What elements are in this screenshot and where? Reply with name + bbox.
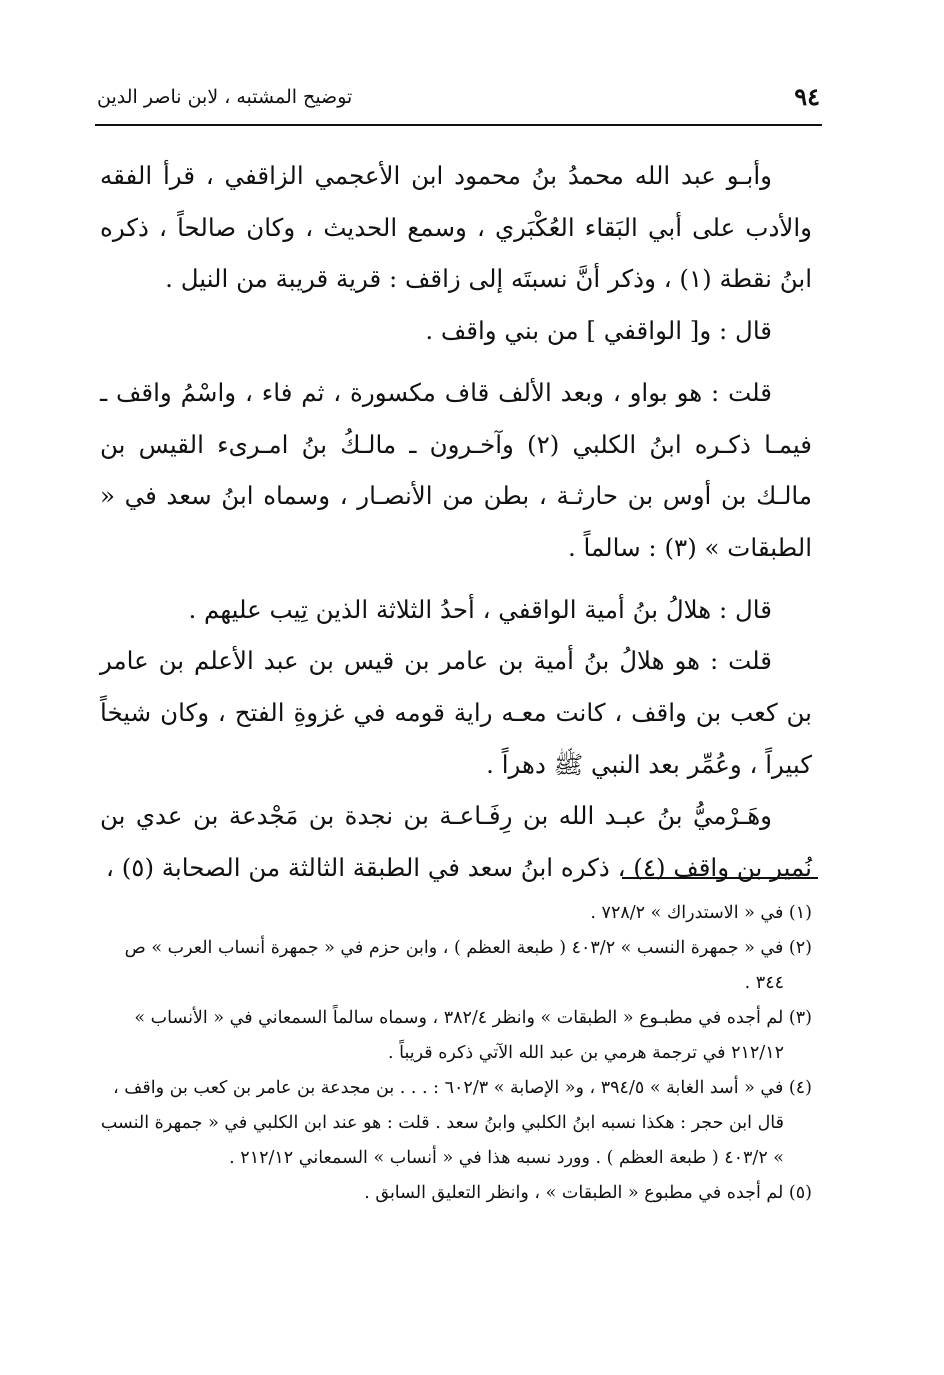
paragraph-qala-hilal: قال : هلالُ بنُ أمية الواقفي ، أحدُ الثلاثة الذين تِيب عليهم . (188, 594, 772, 624)
footnote-separator (622, 877, 818, 879)
footnotes (100, 896, 812, 1211)
footnote-3: (٣) لم أجده في مطبـوع « الطبقات » وانظر ٣٨٢/٤ ، وسماه سالماً السمعاني في « الأنساب » ٢١٢/١٢ في ترجمة هرمي بن عبد الله الآتي ذكره قريباً . (134, 1008, 812, 1063)
footnote-4: (٤) في « أسد الغابة » ٣٩٤/٥ ، و« الإصابة » ٦٠٢/٣ : . . . بن مجدعة بن عامر بن كعب بن واقف ، قال ابن حجر : هكذا نسبه ابنُ الكلبي وابنُ سعد . قلت : هو عند ابن الكلبي في « جمهرة النسب » ٤٠٣/٢ ( طبعة العظم ) . وورد نسبه هذا في « أنساب » السمعاني ٢١٢/١٢ . (100, 1078, 812, 1168)
running-title: توضيح المشتبه ، لابن ناصر الدين (97, 86, 353, 108)
footnote-2: (٢) في « جمهرة النسب » ٤٠٣/٢ ( طبعة العظم ) ، وابن حزم في « جمهرة أنساب العرب » ص ٣٤٤ . (124, 938, 812, 993)
paragraph-qultu-hilal: قلت : هو هلالُ بنُ أمية بن عامر بن قيس بن عبد الأعلم بن عامر بن كعب بن واقف ، كانت معـه راية قومه في غزوةِ الفتح ، وكان شيخاً كبيراً ، وعُمِّر بعد النبي ﷺ دهراً . (100, 646, 812, 779)
paragraph-zaqifi: وأبـو عبد الله محمدُ بنُ محمود ابن الأعجمي الزاقفي ، قرأ الفقه والأدب على أبي البَقاء العُكْبَري ، وسمع الحديث ، وكان صالحاً ، ذكره ابنُ نقطة (١) ، وذكر أنَّ نسبتَه إلى زاقف : قرية قريبة من النيل . (100, 161, 812, 294)
page-header (95, 80, 822, 126)
main-text (100, 150, 812, 894)
paragraph-qultu-waqif: قلت : هو بواو ، وبعد الألف قاف مكسورة ، ثم فاء ، واسْمُ واقف ـ فيمـا ذكـره ابنُ الكلبي (٢) وآخـرون ـ مالـكُ بنُ امـرىء القيس بن مالـك بن أوس بن حارثـة ، بطن من الأنصـار ، وسماه ابنُ سعد في « الطبقات » (٣) : سالماً . (100, 377, 812, 562)
paragraph-qala-waqifi: قال : و[ الواقفي ] من بني واقف . (425, 316, 772, 346)
page-number: ٩٤ (794, 82, 820, 111)
footnote-5: (٥) لم أجده في مطبوع « الطبقات » ، وانظر التعليق السابق . (364, 1183, 812, 1203)
paragraph-harmi: وهَـرْميُّ بنُ عبـد الله بن رِفَـاعـة بن نجدة بن مَجْدعة بن عدي بن نُمير بن واقف (٤) ، ذكره ابنُ سعد في الطبقة الثالثة من الصحابة (٥) ، (100, 801, 812, 883)
footnote-1: (١) في « الاستدراك » ٧٢٨/٢ . (590, 903, 812, 923)
